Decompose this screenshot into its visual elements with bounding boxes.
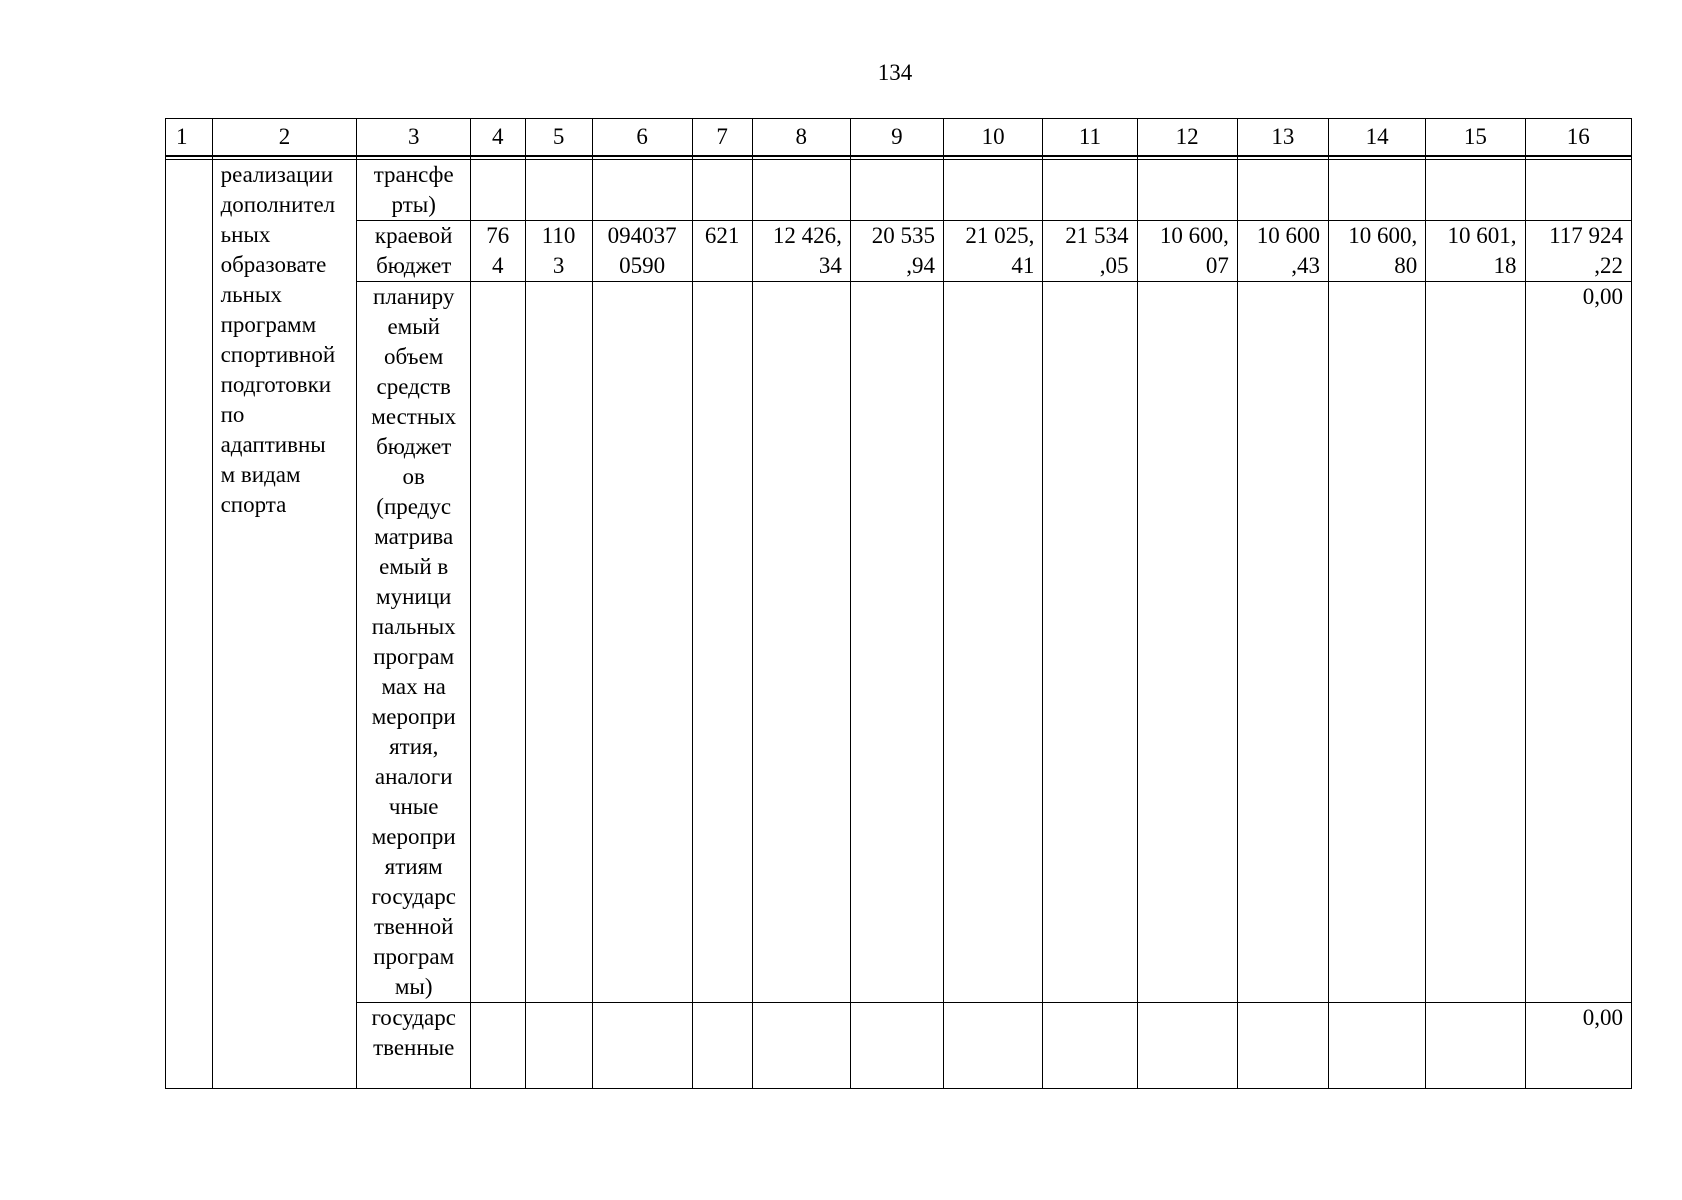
value-line: 80	[1394, 253, 1418, 278]
source-line: твенной	[373, 914, 454, 939]
description-line: льных	[220, 282, 282, 307]
column-header: 3	[357, 119, 470, 157]
column-header: 5	[525, 119, 592, 157]
source-line: краевой	[374, 223, 453, 248]
source-line: местных	[371, 404, 457, 429]
source-line: муници	[376, 584, 452, 609]
table-row	[166, 1003, 1632, 1089]
value-line: ,22	[1594, 253, 1623, 278]
source-line: твенные	[373, 1035, 455, 1060]
total-cell: 0,00	[1525, 282, 1631, 1003]
total-cell: 0,00	[1525, 1003, 1631, 1089]
value-line: 10 600,	[1159, 223, 1229, 248]
source-line: чные	[388, 794, 439, 819]
table-row	[166, 221, 1632, 282]
source-line: пальных	[371, 614, 456, 639]
description-line: по	[220, 402, 245, 427]
column-header: 15	[1426, 119, 1525, 157]
description-line: программ	[220, 312, 317, 337]
value-line: 41	[1011, 253, 1035, 278]
source-line: ятиям	[384, 854, 443, 879]
value-cell	[1043, 221, 1137, 282]
column-header: 9	[850, 119, 943, 157]
funding-source-cell	[357, 1003, 470, 1089]
value-cell	[944, 221, 1043, 282]
column-header: 2	[212, 119, 357, 157]
source-line: мах на	[381, 674, 446, 699]
code-line: 4	[492, 253, 504, 278]
grbs-code-cell	[470, 221, 525, 282]
description-line: образовате	[220, 252, 327, 277]
source-line: (предус	[376, 494, 452, 519]
description-line: подготовки	[220, 372, 332, 397]
value-line: 21 025,	[965, 223, 1035, 248]
source-line: ов	[402, 464, 425, 489]
value-line: ,43	[1291, 253, 1320, 278]
value-line: 21 534	[1065, 223, 1129, 248]
column-header-row	[166, 119, 1632, 157]
value-line: 20 535	[871, 223, 936, 248]
value-line: 10 601,	[1447, 223, 1517, 248]
value-cell	[850, 221, 943, 282]
column-header: 6	[592, 119, 692, 157]
description-line: м видам	[220, 462, 301, 487]
source-line: мы)	[394, 974, 433, 999]
value-cell	[1329, 221, 1426, 282]
value-cell	[1426, 221, 1525, 282]
description-line: реализации	[220, 162, 333, 187]
source-line: планиру	[373, 284, 455, 309]
source-line: меропри	[371, 704, 456, 729]
column-header: 13	[1237, 119, 1328, 157]
section-code-cell	[525, 221, 592, 282]
source-line: средств	[376, 374, 451, 399]
value-line: 18	[1493, 253, 1517, 278]
source-line: програм	[373, 644, 455, 669]
event-description-cell	[212, 160, 357, 1089]
description-line: ьных	[220, 222, 271, 247]
source-line: ятия,	[389, 734, 439, 759]
source-line: програм	[373, 944, 455, 969]
code-line: 0590	[619, 253, 666, 278]
source-line: емый	[387, 314, 440, 339]
funding-source-cell	[357, 221, 470, 282]
source-line: объем	[384, 344, 444, 369]
code-line: 3	[552, 253, 565, 278]
funding-source-cell	[357, 160, 470, 221]
value-line: ,05	[1099, 253, 1129, 278]
column-header: 4	[470, 119, 525, 157]
value-line: ,94	[906, 253, 936, 278]
budget-table	[165, 118, 1632, 1089]
value-line: 10 600	[1256, 223, 1320, 248]
source-line: государс	[371, 1005, 456, 1030]
source-line: аналоги	[374, 764, 453, 789]
description-line: адаптивны	[220, 432, 326, 457]
source-line: государс	[371, 884, 456, 909]
source-line: матрива	[374, 524, 454, 549]
source-line: трансфе	[373, 162, 454, 187]
value-cell	[752, 221, 850, 282]
column-header: 14	[1329, 119, 1426, 157]
code-line: 094037	[607, 223, 677, 248]
column-header: 7	[692, 119, 752, 157]
page-number: 134	[877, 60, 913, 85]
description-line: спортивной	[220, 342, 336, 367]
column-header: 10	[944, 119, 1043, 157]
expense-type-cell: 621	[692, 221, 752, 282]
column-header: 12	[1137, 119, 1237, 157]
code-line: 110	[541, 223, 576, 248]
value-line: 117 924	[1549, 223, 1623, 248]
column-header: 1	[166, 119, 213, 157]
value-line: 07	[1205, 253, 1229, 278]
value-cell	[1137, 221, 1237, 282]
description-line: дополнител	[220, 192, 336, 217]
total-cell	[1525, 221, 1631, 282]
funding-source-cell	[357, 282, 470, 1003]
value-cell	[1237, 221, 1328, 282]
column-header: 11	[1043, 119, 1137, 157]
source-line: меропри	[371, 824, 456, 849]
source-line: емый в	[379, 554, 449, 579]
table-row	[166, 160, 1632, 221]
value-line: 12 426,	[772, 223, 842, 248]
target-article-cell	[592, 221, 692, 282]
value-line: 10 600,	[1348, 223, 1418, 248]
column-header: 16	[1525, 119, 1631, 157]
value-line: 34	[818, 253, 842, 278]
description-line: спорта	[220, 492, 287, 517]
code-line: 76	[486, 223, 510, 248]
table-row	[166, 282, 1632, 1003]
source-line: рты)	[391, 192, 436, 217]
source-line: бюджет	[376, 434, 452, 459]
column-header: 8	[752, 119, 850, 157]
source-line: бюджет	[376, 253, 452, 278]
row-number-cell	[166, 160, 213, 1089]
